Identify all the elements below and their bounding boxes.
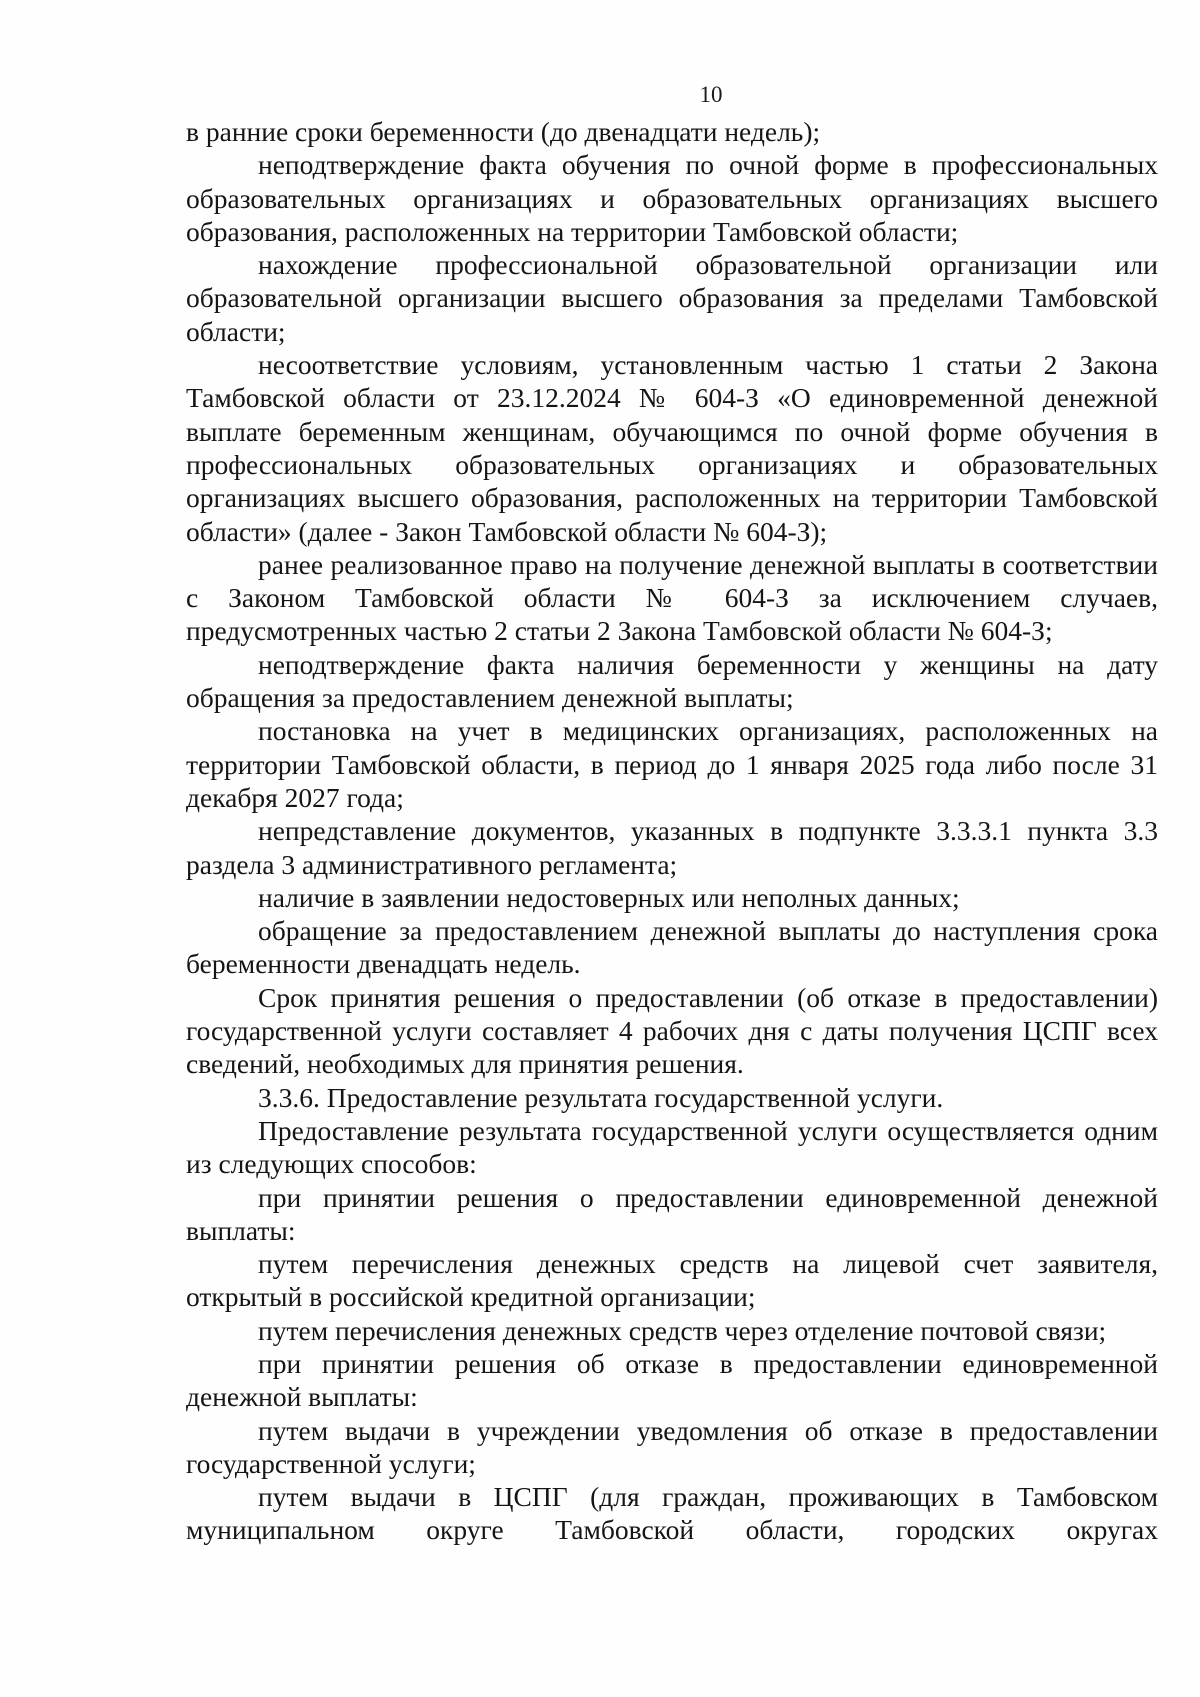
paragraph-law-conditions-mismatch: несоответствие условиям, установленным частью 1 статьи 2 Закона Тамбовской области от 23.12.2024 № 604-З «О единовременной денежной выплате беременным женщинам, обучающимся по очной форме обучения в профессиональных образовательных организациях и образовательных организациях высшего образования, расположенных на территории Тамбовской области» (далее - Закон Тамбовской области № 604-З); [186,349,1158,547]
paragraph-early-application: обращение за предоставлением денежной выплаты до наступления срока беременности двенадцать недель. [186,915,1158,980]
paragraph-right-already-used: ранее реализованное право на получение денежной выплаты в соответствии с Законом Тамбовской области № 604-З за исключением случаев, предусмотренных частью 2 статьи 2 Закона Тамбовской области № 604-З; [186,548,1158,647]
paragraph-documents-not-submitted: непредставление документов, указанных в подпункте 3.3.3.1 пункта 3.3 раздела 3 административного регламента; [186,815,1158,880]
paragraph-continuation: в ранние сроки беременности (до двенадцати недель); [186,116,821,147]
document-body [186,115,1158,1547]
page-number: 10 [699,82,723,107]
paragraph-study-not-confirmed: неподтверждение факта обучения по очной форме в профессиональных образовательных организациях и образовательных организациях высшего образования, расположенных на территории Тамбовской области; [186,149,1158,247]
paragraph-decision-term: Срок принятия решения о предоставлении (об отказе в предоставлении) государственной услуги составляет 4 рабочих дня с даты получения ЦСПГ всех сведений, необходимых для принятия решения. [186,981,1158,1080]
paragraph-refusal-notice: путем выдачи в учреждении уведомления об отказе в предоставлении государственной услуги; [186,1414,1158,1479]
paragraph-refusal-decision: при принятии решения об отказе в предоставлении единовременной денежной выплаты: [186,1347,1158,1413]
paragraph-organization-outside-region: нахождение профессиональной образовательной организации или образовательной организации высшего образования за пределами Тамбовской области; [186,249,1158,347]
paragraph-bank-transfer: путем перечисления денежных средств на лицевой счет заявителя, открытый в российской кредитной организации; [186,1248,1158,1313]
paragraph-issue-at-cspg: путем выдачи в ЦСПГ (для граждан, проживающих в Тамбовском муниципальном округе Тамбовской области, городских округах [186,1481,1158,1546]
paragraph-result-methods: Предоставление результата государственной услуги осуществляется одним из следующих способов: [186,1114,1158,1180]
paragraph-grant-decision: при принятии решения о предоставлении единовременной денежной выплаты: [186,1181,1158,1246]
paragraph-invalid-data: наличие в заявлении недостоверных или неполных данных; [258,881,960,913]
paragraph-registration-period: постановка на учет в медицинских организациях, расположенных на территории Тамбовской области, в период до 1 января 2025 года либо после 31 декабря 2027 года; [186,715,1158,813]
section-heading-3-3-6: 3.3.6. Предоставление результата государственной услуги. [258,1081,944,1113]
paragraph-pregnancy-not-confirmed: неподтверждение факта наличия беременности у женщины на дату обращения за предоставлением денежной выплаты; [186,648,1158,714]
paragraph-postal-transfer: путем перечисления денежных средств через отделение почтовой связи; [258,1314,1107,1346]
